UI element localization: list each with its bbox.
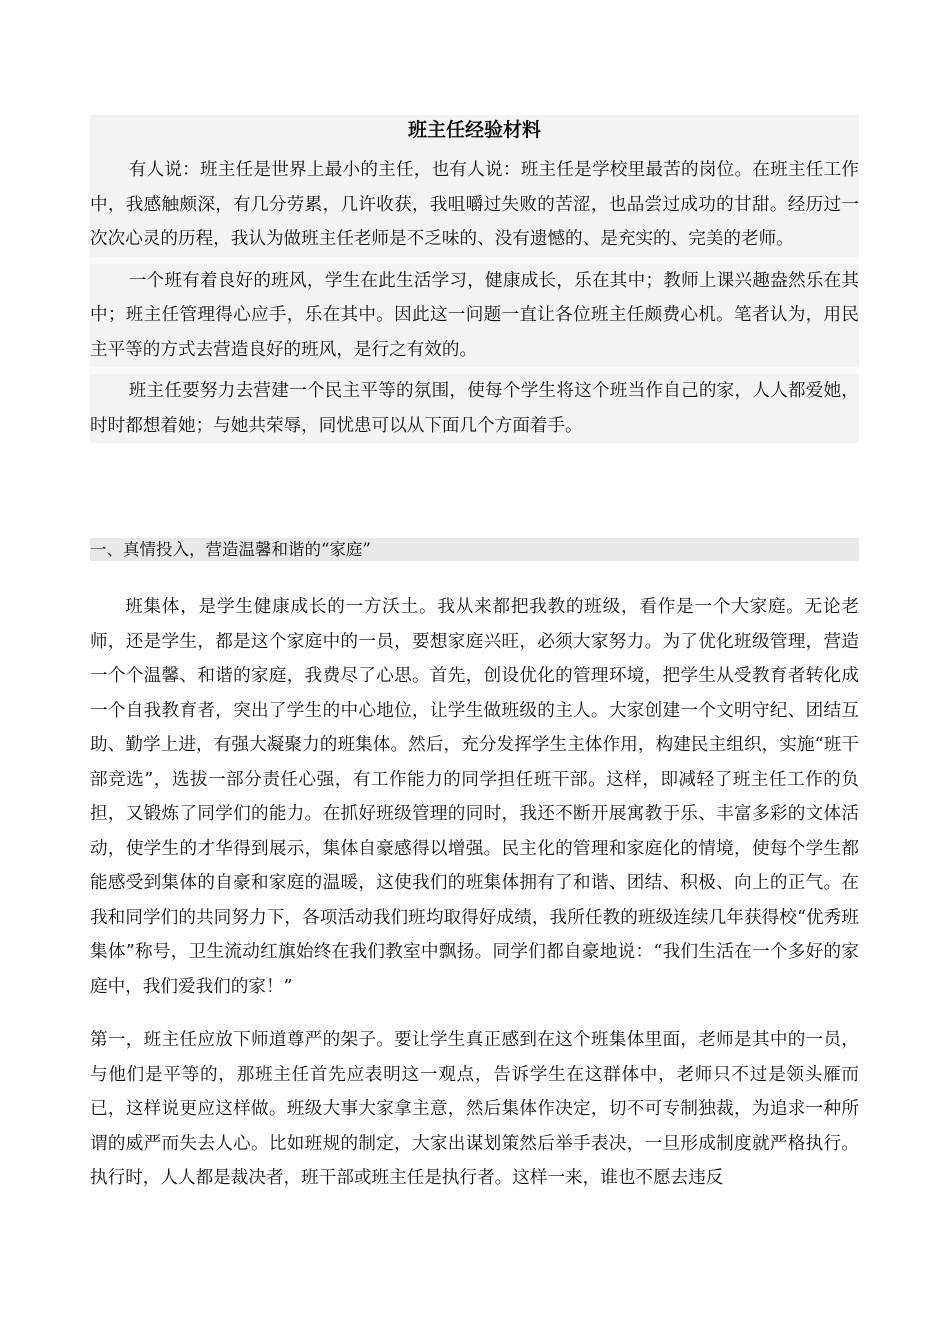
document-title: 班主任经验材料 (407, 119, 541, 141)
intro-paragraph-2: 一个班有着良好的班风，学生在此生活学习，健康成长，乐在其中；教师上课兴趣盎然乐在其中；班主任管理得心应手，乐在其中。因此这一问题一直让各位班主任颇费心机。笔者认为，用民主平等的方式去营造良好的班风，是行之有效的。 (90, 270, 859, 360)
section-1-body (90, 590, 859, 1004)
intro-paragraph-3: 班主任要努力去营建一个民主平等的氛围，使每个学生将这个班当作自己的家，人人都爱她，时时都想着她；与她共荣辱，同忧患可以从下面几个方面着手。 (90, 381, 859, 436)
paragraph-gap (90, 367, 859, 374)
first-point-body (90, 1023, 859, 1196)
intro-paragraph-1: 有人说：班主任是世界上最小的主任，也有人说：班主任是学校里最苦的岗位。在班主任工作中，我感触颇深，有几分劳累，几许收获，我咀嚼过失败的苦涩，也品尝过成功的甘甜。经历过一次次心灵的历程，我认为做班主任老师是不乏味的、没有遗憾的、是充实的、完美的老师。 (90, 160, 859, 249)
paragraph-gap (90, 257, 859, 264)
section-heading-1: 一、真情投入，营造温馨和谐的“家庭” (90, 538, 859, 561)
first-point-paragraph: 第一，班主任应放下师道尊严的架子。要让学生真正感到在这个班集体里面，老师是其中的一员，与他们是平等的，那班主任首先应表明这一观点，告诉学生在这群体中，老师只不过是领头雁而已，这样说更应这样做。班级大事大家拿主意，然后集体作决定，切不可专制独裁，为追求一种所谓的威严而失去人心。比如班规的制定，大家出谋划策然后举手表决，一旦形成制度就严格执行。执行时，人人都是裁决者，班干部或班主任是执行者。这样一来，谁也不愿去违反 (90, 1030, 859, 1188)
section-1-paragraph: 班集体，是学生健康成长的一方沃土。我从来都把我教的班级，看作是一个大家庭。无论老师，还是学生，都是这个家庭中的一员，要想家庭兴旺，必须大家努力。为了优化班级管理，营造一个个温馨、和谐的家庭，我费尽了心思。首先，创设优化的管理环境，把学生从受教育者转化成一个自我教育者，突出了学生的中心地位，让学生做班级的主人。大家创建一个文明守纪、团结互助、勤学上进，有强大凝聚力的班集体。然后，充分发挥学生主体作用，构建民主组织，实施“班干部竞选”，选拔一部分责任心强，有工作能力的同学担任班干部。这样，即减轻了班主任工作的负担，又锻炼了同学们的能力。在抓好班级管理的同时，我还不断开展寓教于乐、丰富多彩的文体活动，使学生的才华得到展示，集体自豪感得以增强。民主化的管理和家庭化的情境，使每个学生都能感受到集体的自豪和家庭的温暖，这使我们的班集体拥有了和谐、团结、积极、向上的正气。在我和同学们的共同努力下，各项活动我们班均取得好成绩，我所任教的班级连续几年获得校“优秀班集体”称号，卫生流动红旗始终在我们教室中飘扬。同学们都自豪地说：“我们生活在一个多好的家庭中，我们爱我们的家！” (90, 597, 859, 997)
intro-block (90, 115, 859, 443)
